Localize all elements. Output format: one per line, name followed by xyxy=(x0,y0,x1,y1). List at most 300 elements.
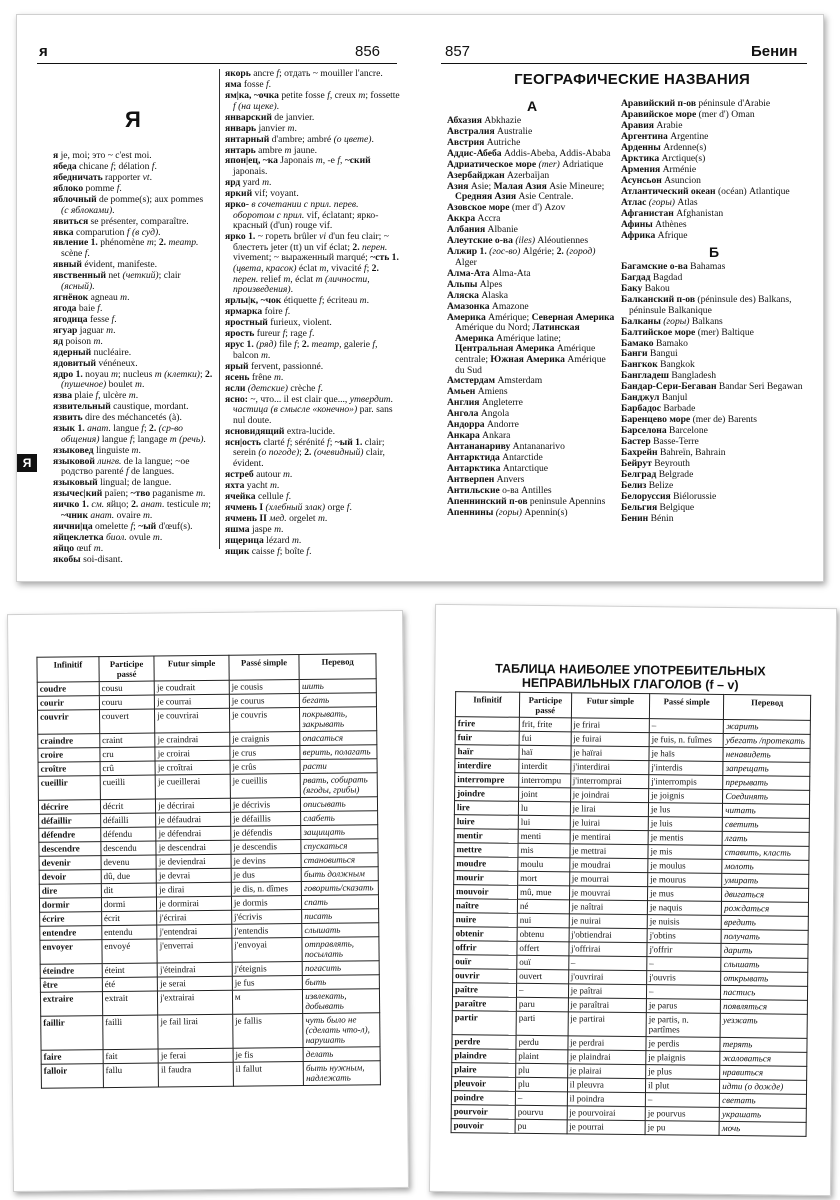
geo-entry: Албания Albanie xyxy=(447,224,518,236)
geo-entry: Багдад Bagdad xyxy=(621,271,683,283)
table-cell: mû, mue xyxy=(517,885,569,900)
geo-entry: Банги Bangui xyxy=(621,348,678,360)
dictionary-column-1 xyxy=(53,151,213,566)
dictionary-entry: ярко- в сочетании с прил. перев. оборотом с прил. vif, éclatant; ярко-красный (d'un) rouge vif. xyxy=(225,199,379,232)
dictionary-entry: ясень frêne m. xyxy=(225,371,284,383)
column-header: Infinitif xyxy=(455,692,519,718)
geo-entry: Амазонка Amazone xyxy=(447,300,529,312)
geo-entry: Белиз Belize xyxy=(621,480,674,492)
section-letter: Я xyxy=(125,107,141,132)
geo-entry: Арктика Arctique(s) xyxy=(621,152,706,164)
table-cell: je dis, n. dîmes xyxy=(231,882,301,897)
geo-entry: Аляска Alaska xyxy=(447,289,508,301)
table-row xyxy=(451,1119,806,1137)
table-cell: je défendis xyxy=(231,826,301,841)
table-cell: naître xyxy=(453,899,517,914)
dictionary-entry: ясновидящий extra-lucide. xyxy=(225,425,336,437)
dictionary-entry: яйцеклетка биол. ovule m. xyxy=(53,531,163,543)
table-cell: défendu xyxy=(101,827,157,842)
table-cell: mettre xyxy=(454,843,518,858)
table-cell: получать xyxy=(721,929,808,944)
table-cell: écrire xyxy=(40,912,102,927)
geo-entry: Америка Amérique; Северная Америка Amérique du Nord; Латинская Америка Amérique latine; Центральная Америка Amérique centrale; Южная Америка Amérique du Sud xyxy=(447,311,615,376)
geo-entry: Белоруссия Biélorussie xyxy=(621,491,717,503)
table-cell: j'envoyai xyxy=(232,938,303,963)
table-row xyxy=(41,1061,380,1089)
table-cell: появляться xyxy=(721,999,808,1014)
table-cell: Соединять xyxy=(723,789,810,804)
left-page-header: я xyxy=(39,43,48,60)
dictionary-entry: ядерный nucléaire. xyxy=(53,346,132,358)
table-cell: lire xyxy=(454,801,518,816)
table-cell: entendu xyxy=(102,925,158,940)
geo-entry: Азия Asie; Малая Азия Asie Mineure; Средняя Азия Asie Centrale. xyxy=(447,180,605,203)
table-cell: il plut xyxy=(645,1079,719,1094)
dictionary-entry: я je, moi; это ~ c'est moi. xyxy=(53,150,152,161)
dictionary-entry: языковой лингв. de la langue; ~ое родство parenté f de langues. xyxy=(53,455,190,478)
geographic-names-title: ГЕОГРАФИЧЕСКИЕ НАЗВАНИЯ xyxy=(514,71,750,88)
geo-entry: Бастер Basse-Terre xyxy=(621,436,699,448)
table-cell: ouvrir xyxy=(453,969,517,984)
table-cell: je plairai xyxy=(567,1064,646,1079)
table-cell: j'interdis xyxy=(649,761,723,776)
geo-entry: Азовское море (mer d') Azov xyxy=(447,202,566,214)
table-cell: mourir xyxy=(454,871,518,886)
dictionary-entry: ядро 1. noyau m; nucleus m (клетки); 2. (пушечное) boulet m. xyxy=(53,368,213,391)
table-cell: cru xyxy=(100,747,156,762)
geo-entry: Антарктика Antarctique xyxy=(447,463,549,475)
geo-entry: Аравийское море (mer d') Oman xyxy=(621,108,755,120)
table-cell: plaire xyxy=(452,1063,516,1078)
table-cell: светить xyxy=(723,817,810,832)
table-cell: je dus xyxy=(231,868,301,883)
table-cell: верить, полагать xyxy=(300,745,377,760)
table-cell: je fus xyxy=(232,976,302,991)
dictionary-entry: ягуар jaguar m. xyxy=(53,324,116,336)
dictionary-entry: ячмень I (хлебный злак) orge f. xyxy=(225,501,352,513)
table-cell: il pleuvra xyxy=(567,1078,646,1093)
column-header: Перевод xyxy=(724,694,811,720)
dictionary-entry: ярлы|к, ~чок étiquette f; écriteau m. xyxy=(225,295,369,307)
table-cell: moulu xyxy=(518,857,570,872)
table-cell: становиться xyxy=(301,853,378,868)
geo-entry: Апеннины (горы) Apennin(s) xyxy=(447,507,568,519)
table-cell: décrit xyxy=(100,799,156,814)
table-cell: je descendis xyxy=(231,840,301,855)
table-cell: прерывать xyxy=(723,775,810,790)
table-cell: je mettrai xyxy=(570,844,649,859)
table-cell: devenu xyxy=(101,855,157,870)
verb-table-left xyxy=(36,653,381,1089)
table-cell: je haïs xyxy=(649,747,723,762)
column-header: Passé simple xyxy=(229,655,300,681)
table-cell: je mourus xyxy=(648,873,722,888)
table-cell: извлекать, добывать xyxy=(303,989,380,1014)
table-cell: faillir xyxy=(41,1016,103,1051)
table-cell: быть должным xyxy=(301,867,378,882)
table-cell: éteindre xyxy=(40,964,102,979)
geo-entry: Антверпен Anvers xyxy=(447,474,525,486)
table-cell: je paîtrai xyxy=(568,984,647,999)
table-cell: je défaudrai xyxy=(156,812,231,827)
dictionary-entry: янтарь ambre m jaune. xyxy=(225,144,318,156)
table-cell: joindre xyxy=(455,787,519,802)
table-cell: nui xyxy=(517,913,569,928)
geo-entry: Алжир 1. (гос-во) Algérie; 2. (город) Alger xyxy=(447,246,596,268)
table-cell: молоть xyxy=(722,859,809,874)
table-cell: descendre xyxy=(39,842,101,857)
dictionary-entry: язычес|кий païen; ~тво paganisme m. xyxy=(53,488,206,500)
geo-entry: Азербайджан Azerbaïjan xyxy=(447,169,550,181)
geo-entry: Антарктида Antarctide xyxy=(447,452,543,464)
table-cell: défendre xyxy=(39,828,101,843)
table-cell: paru xyxy=(516,997,568,1012)
geo-entry: Алеутские о-ва (iles) Aléoutiennes xyxy=(447,235,589,247)
table-cell: je parus xyxy=(646,999,720,1014)
table-cell: j'enverrai xyxy=(157,938,232,963)
table-cell: светать xyxy=(720,1093,807,1108)
table-cell: je crus xyxy=(230,746,300,761)
geo-column-2 xyxy=(621,99,807,525)
table-cell: украшать xyxy=(719,1107,806,1122)
table-cell: mouvoir xyxy=(454,885,518,900)
table-cell: faire xyxy=(41,1050,103,1065)
thumb-index-tab: Я xyxy=(17,454,37,472)
table-cell: – xyxy=(649,719,723,734)
table-cell: crû xyxy=(100,761,156,776)
table-cell: je dormis xyxy=(231,896,301,911)
geo-entry: Андорра Andorre xyxy=(447,419,519,431)
table-cell: cueillir xyxy=(38,776,100,801)
table-cell: je défaillis xyxy=(230,812,300,827)
dictionary-entry: яичко 1. см. яйцо; 2. анат. testicule m; ~чник анат. ovaire m. xyxy=(53,499,211,521)
dictionary-entry: ярд yard m. xyxy=(225,177,272,189)
table-cell: идти (о дожде) xyxy=(720,1079,807,1094)
table-cell: offrir xyxy=(453,941,517,956)
table-cell: je fis xyxy=(233,1048,303,1063)
geo-entry: Бенин Bénin xyxy=(621,513,674,525)
table-cell: терять xyxy=(720,1037,807,1052)
table-cell: погасить xyxy=(302,961,379,976)
table-cell: j'interromprai xyxy=(570,774,649,789)
table-cell: couru xyxy=(99,695,155,710)
table-cell: je descendrai xyxy=(156,840,231,855)
table-cell: nuire xyxy=(453,913,517,928)
table-cell: слышать xyxy=(302,923,379,938)
table-cell: je moudrai xyxy=(569,858,648,873)
geo-entry: Антильские о-ва Antilles xyxy=(447,485,552,497)
geo-entry: Баку Bakou xyxy=(621,282,670,294)
table-cell: спускаться xyxy=(301,839,378,854)
table-cell: extrait xyxy=(102,991,158,1016)
table-cell: слабеть xyxy=(301,811,378,826)
column-header: Infinitif xyxy=(37,657,99,683)
dictionary-entry: ябеда chicane f; délation f. xyxy=(53,160,157,172)
table-cell: pu xyxy=(515,1119,567,1134)
table-cell: j'écrirai xyxy=(157,910,232,925)
table-row xyxy=(40,989,379,1017)
table-cell: défailli xyxy=(100,813,156,828)
geo-entry: Амстердам Amsterdam xyxy=(447,375,543,387)
table-cell: entendre xyxy=(40,926,102,941)
table-cell: il poindra xyxy=(567,1092,646,1107)
geo-entry: Атлантический океан (océan) Atlantique xyxy=(621,185,790,197)
dictionary-entry: языковый lingual; de langue. xyxy=(53,477,172,489)
table-cell: je deviendrai xyxy=(156,854,231,869)
geo-entry: Англия Angleterre xyxy=(447,397,523,409)
dictionary-entry: яблочный de pomme(s); aux pommes (с яблоками). xyxy=(53,193,204,216)
table-cell: je pourvus xyxy=(645,1107,719,1122)
table-cell: je croirai xyxy=(155,746,230,761)
geo-entry: Анкара Ankara xyxy=(447,430,511,442)
table-cell: je décrivis xyxy=(230,798,300,813)
dictionary-entry: яркий vif; voyant. xyxy=(225,188,299,200)
column-divider xyxy=(219,69,220,549)
dictionary-entry: ярмарка foire f. xyxy=(225,306,291,318)
column-header: Participe passé xyxy=(99,656,155,682)
table-cell: спать xyxy=(302,895,379,910)
table-cell: je moulus xyxy=(648,859,722,874)
table-cell: craint xyxy=(100,733,156,748)
geo-entry: Австралия Australie xyxy=(447,125,533,137)
table-row xyxy=(41,1013,380,1051)
dictionary-entry: яхта yacht m. xyxy=(225,479,280,491)
dictionary-entry: ягнёнок agneau m. xyxy=(53,291,130,303)
geo-entry: Афины Athènes xyxy=(621,218,687,230)
table-cell: je perdis xyxy=(646,1037,720,1052)
table-cell: mentir xyxy=(454,829,518,844)
table-cell: plu xyxy=(515,1077,567,1092)
table-cell: frire xyxy=(455,717,519,732)
left-page-number: 856 xyxy=(355,43,381,60)
table-cell: poindre xyxy=(451,1091,515,1106)
geo-entry: Адриатическое море (mer) Adriatique xyxy=(447,158,604,170)
geo-entry: Барбадос Barbade xyxy=(621,403,696,415)
geo-entry: Бамако Bamako xyxy=(621,337,688,349)
table-cell: j'offrirai xyxy=(568,942,647,957)
column-header: Futur simple xyxy=(571,693,650,719)
table-cell: éteint xyxy=(102,963,158,978)
dictionary-entry: ясно: ~, что... il est clair que..., утвердит. частица (в смысле «конечно») par. sans nul doute. xyxy=(225,393,394,426)
dictionary-spread xyxy=(16,14,824,582)
table-cell: je devrai xyxy=(156,868,231,883)
table-cell: je paraîtrai xyxy=(568,998,647,1013)
table-cell: делать xyxy=(303,1047,380,1062)
table-cell: j'obtiendrai xyxy=(569,928,648,943)
table-cell: je partis, n. partîmes xyxy=(646,1013,721,1038)
dictionary-entry: яйцо œuf m. xyxy=(53,542,104,554)
dictionary-entry: ярый fervent, passionné. xyxy=(225,360,324,372)
verb-table-page-right xyxy=(429,604,837,1196)
table-cell: perdu xyxy=(516,1035,568,1050)
table-cell: fui xyxy=(519,731,571,746)
table-cell: je joignis xyxy=(649,789,723,804)
table-cell: failli xyxy=(103,1015,159,1050)
table-cell: je plus xyxy=(646,1065,720,1080)
table-cell: je luirai xyxy=(570,816,649,831)
table-cell: говорить/сказать xyxy=(302,881,379,896)
geo-entry: Арденны Ardenne(s) xyxy=(621,141,707,153)
geo-entry: Аравия Arabie xyxy=(621,119,683,131)
table-cell: опасаться xyxy=(300,731,377,746)
table-cell: falloir xyxy=(41,1064,103,1089)
table-cell: je luis xyxy=(648,817,722,832)
table-cell: ненавидеть xyxy=(723,747,810,762)
table-cell: je devins xyxy=(231,854,301,869)
column-header: Passé simple xyxy=(649,694,724,720)
table-cell: lu xyxy=(518,801,570,816)
table-cell: plu xyxy=(516,1063,568,1078)
table-cell: je fuirai xyxy=(571,732,650,747)
table-cell: ouïr xyxy=(453,955,517,970)
table-cell: dû, due xyxy=(101,869,157,884)
geo-entry: Аддис-Абеба Addis-Abeba, Addis-Ababa xyxy=(447,147,611,159)
table-cell: je couvris xyxy=(229,708,300,733)
geo-entry: Балканы (горы) Balkans xyxy=(621,315,723,327)
table-cell: cousu xyxy=(99,681,155,696)
dictionary-entry: яма fosse f. xyxy=(225,78,272,90)
table-cell: je nuirai xyxy=(569,914,648,929)
dictionary-entry: явка comparution f (в суд). xyxy=(53,226,161,238)
table-cell: menti xyxy=(518,829,570,844)
header-rule-right xyxy=(441,63,807,64)
geo-entry: Белград Belgrade xyxy=(621,469,694,481)
table-cell: interdit xyxy=(519,759,571,774)
dictionary-column-2 xyxy=(225,69,401,558)
table-cell: pourvoir xyxy=(451,1105,515,1120)
table-cell: je perdrai xyxy=(567,1036,646,1051)
dictionary-entry: январь janvier m. xyxy=(225,122,297,134)
table-cell: расти xyxy=(300,759,377,774)
geo-entry: Армения Arménie xyxy=(621,163,697,175)
table-cell: je mentirai xyxy=(570,830,649,845)
table-cell: devenir xyxy=(39,856,101,871)
table-cell: je craignis xyxy=(230,732,300,747)
dictionary-entry: ярость fureur f; rage f. xyxy=(225,328,315,340)
dictionary-entry: ярус 1. (ряд) file f; 2. театр, galerie f, balcon m. xyxy=(225,339,378,361)
dictionary-entry: якобы soi-disant. xyxy=(53,553,123,565)
geo-entry: Амьен Amiens xyxy=(447,386,508,398)
table-cell: je crûs xyxy=(230,760,300,775)
table-cell: je craindrai xyxy=(155,732,230,747)
table-cell: je pourrai xyxy=(567,1120,646,1135)
table-cell: жаловаться xyxy=(720,1051,807,1066)
table-cell: j'entendrai xyxy=(157,924,232,939)
column-header: Перевод xyxy=(299,654,376,680)
table-cell: j'interdirai xyxy=(570,760,649,775)
table-cell: couvrir xyxy=(37,710,99,735)
table-cell: interrompre xyxy=(455,773,519,788)
dictionary-entry: ящерица lézard m. xyxy=(225,534,302,546)
dictionary-entry: ясн|ость clarté f; sérénité f; ~ый 1. clair; serein (о погоде); 2. (очевидный) clair, évident. xyxy=(225,436,385,469)
table-cell: né xyxy=(517,899,569,914)
dictionary-entry: языковед linguiste m. xyxy=(53,444,141,456)
table-cell: чуть было не (сделать что-л), нарушать xyxy=(303,1013,380,1048)
geo-entry: Афганистан Afghanistan xyxy=(621,207,724,219)
table-cell: ouï xyxy=(517,955,569,970)
table-cell: j'offrir xyxy=(647,943,721,958)
dictionary-entry: явственный net (четкий); clair (ясный). xyxy=(53,270,181,292)
table-cell: j'ouvris xyxy=(647,971,721,986)
table-cell: envoyer xyxy=(40,940,102,965)
table-cell: offert xyxy=(517,941,569,956)
table-cell: ouvert xyxy=(517,969,569,984)
dictionary-entry: ячейка cellule f. xyxy=(225,490,292,502)
geo-entry: Антананариву Antananarivo xyxy=(447,441,565,453)
geo-entry: Африка Afrique xyxy=(621,229,688,241)
table-cell: j'entendis xyxy=(232,924,302,939)
geo-entry: Абхазия Abkhazie xyxy=(447,114,522,126)
table-cell: j'éteignis xyxy=(232,962,302,977)
table-cell: fallu xyxy=(103,1063,159,1088)
table-cell: j'ouvrirai xyxy=(568,970,647,985)
table-cell: je courrai xyxy=(155,694,230,709)
dictionary-entry: январский de janvier. xyxy=(225,111,315,123)
table-cell: j'éteindrai xyxy=(157,962,232,977)
right-page-number: 857 xyxy=(445,43,471,60)
table-cell: je fail lirai xyxy=(158,1014,233,1049)
table-cell: пастись xyxy=(721,985,808,1000)
table-cell: шить xyxy=(299,679,376,694)
table-cell: pouvoir xyxy=(451,1119,515,1134)
table-row xyxy=(40,937,379,965)
table-cell: croître xyxy=(38,762,100,777)
dictionary-entry: яични|ца omelette f; ~ый d'œuf(s). xyxy=(53,520,193,532)
table-cell: дарить xyxy=(721,943,808,958)
table-cell: рождаться xyxy=(722,901,809,916)
table-cell: je fuis, n. fuîmes xyxy=(649,733,723,748)
table-cell: je courus xyxy=(229,694,299,709)
table-cell: parti xyxy=(516,1011,568,1036)
table-cell: je naîtrai xyxy=(569,900,648,915)
dictionary-entry: янтарный d'ambre; ambré (о цвете). xyxy=(225,133,374,145)
table-cell: мочь xyxy=(719,1121,806,1136)
table-cell: décrire xyxy=(38,800,100,815)
table-cell: je croîtrai xyxy=(155,760,230,775)
geo-entry: Бангладеш Bangladesh xyxy=(621,370,717,382)
table-cell: perdre xyxy=(452,1035,516,1050)
table-cell: coudre xyxy=(37,682,99,697)
table-cell: il fallut xyxy=(233,1062,304,1087)
table-cell: plaint xyxy=(516,1049,568,1064)
table-cell: лгать xyxy=(722,831,809,846)
geo-entry: Аравийский п-ов péninsule d'Arabie xyxy=(621,98,771,109)
dictionary-entry: якорь ancre f; отдать ~ mouiller l'ancre. xyxy=(225,68,383,79)
geo-entry: Бангкок Bangkok xyxy=(621,359,695,371)
table-cell: je mouvrai xyxy=(569,886,648,901)
table-cell: j'interrompis xyxy=(649,775,723,790)
table-row xyxy=(37,707,376,735)
table-cell: il faudra xyxy=(158,1062,233,1087)
verb-table-right xyxy=(451,691,812,1137)
table-cell: уезжать xyxy=(720,1013,807,1038)
table-cell: м xyxy=(232,990,303,1015)
table-cell: je nuisis xyxy=(647,915,721,930)
geo-entry: Ангола Angola xyxy=(447,408,510,420)
geo-entry: Альпы Alpes xyxy=(447,278,503,290)
geo-entry: Бахрейн Bahreïn, Bahrain xyxy=(621,447,726,459)
table-cell: craindre xyxy=(38,734,100,749)
table-cell: – xyxy=(568,956,647,971)
header-rule-left xyxy=(37,63,397,64)
table-cell: быть xyxy=(302,975,379,990)
table-cell: je cueillis xyxy=(230,774,301,799)
table-cell: obtenir xyxy=(453,927,517,942)
table-cell: je pourvoirai xyxy=(567,1106,646,1121)
dictionary-entry: язвить dire des méchancetés (à). xyxy=(53,412,182,424)
table-cell: interdire xyxy=(455,759,519,774)
table-cell: je mourrai xyxy=(569,872,648,887)
